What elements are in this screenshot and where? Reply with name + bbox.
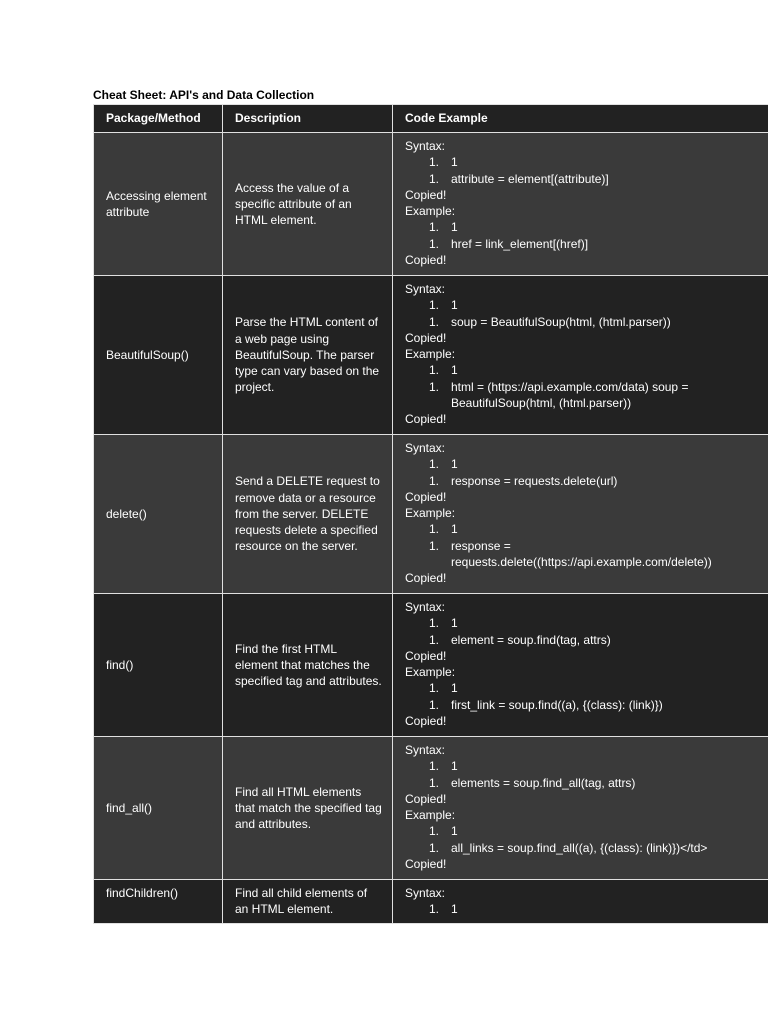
column-header-description: Description [223,105,393,133]
description-cell: Send a DELETE request to remove data or a resource from the server. DELETE requests delete a specified resource on the server. [223,435,393,594]
code-line [405,840,758,856]
table-row [94,594,768,737]
list-marker: 1. [429,775,440,790]
syntax-code: elements = soup.find_all(tag, attrs) [451,775,636,790]
line-number: 1 [451,824,458,839]
line-number: 1 [451,363,458,378]
code-example-cell [393,594,768,737]
copied-label[interactable]: Copied! [405,489,447,504]
list-marker: 1. [429,824,440,839]
example-label: Example: [405,347,456,362]
description-cell: Access the value of a specific attribute of an HTML element. [223,133,393,276]
column-header-code-example: Code Example [393,105,768,133]
line-number-row [405,901,758,917]
list-marker: 1. [429,171,440,186]
line-number-row [405,219,758,235]
syntax-code: element = soup.find(tag, attrs) [451,632,611,647]
line-number-row [405,680,758,696]
example-label: Example: [405,808,456,823]
line-number-row [405,456,758,472]
example-label: Example: [405,506,456,521]
example-code: response = requests.delete((https://api.example.com/delete)) [451,538,712,570]
description-cell: Find the first HTML element that matches the specified tag and attributes. [223,594,393,737]
code-line [405,538,758,571]
list-marker: 1. [429,616,440,631]
syntax-label: Syntax: [405,139,446,153]
code-example-cell [393,880,768,924]
description-cell: Find all HTML elements that match the specified tag and attributes. [223,737,393,880]
line-number: 1 [451,616,458,631]
method-cell: find() [94,594,223,737]
code-line [405,314,758,330]
header-row [94,105,768,133]
example-code: all_links = soup.find_all((a), {(class): (link)})</td> [451,840,708,855]
line-number-row [405,615,758,631]
list-marker: 1. [429,379,440,394]
code-line [405,171,758,187]
method-cell: Accessing element attribute [94,133,223,276]
method-cell: delete() [94,435,223,594]
line-number: 1 [451,522,458,537]
example-code: html = (https://api.example.com/data) soup = BeautifulSoup(html, (html.parser)) [451,379,689,411]
list-marker: 1. [429,522,440,537]
list-marker: 1. [429,759,440,774]
page-title: Cheat Sheet: API's and Data Collection [93,88,315,102]
code-example-cell [393,737,768,880]
copied-label[interactable]: Copied! [405,571,447,586]
code-line [405,379,758,412]
list-marker: 1. [429,697,440,712]
example-label: Example: [405,204,456,219]
syntax-code: attribute = element[(attribute)] [451,171,609,186]
line-number: 1 [451,155,458,170]
list-marker: 1. [429,538,440,553]
syntax-label: Syntax: [405,282,446,296]
line-number: 1 [451,681,458,696]
list-marker: 1. [429,632,440,647]
method-cell: findChildren() [94,880,223,924]
description-cell: Find all child elements of an HTML element. [223,880,393,924]
example-label: Example: [405,665,456,680]
example-code: href = link_element[(href)] [451,236,589,251]
list-marker: 1. [429,840,440,855]
code-line [405,473,758,489]
list-marker: 1. [429,220,440,235]
list-marker: 1. [429,363,440,378]
line-number-row [405,362,758,378]
line-number-row [405,521,758,537]
list-marker: 1. [429,155,440,170]
syntax-code: response = requests.delete(url) [451,473,618,488]
list-marker: 1. [429,457,440,472]
copied-label[interactable]: Copied! [405,412,447,427]
table-row [94,276,768,435]
syntax-code: soup = BeautifulSoup(html, (html.parser)) [451,314,671,329]
code-example-cell [393,133,768,276]
syntax-label: Syntax: [405,441,446,455]
copied-label[interactable]: Copied! [405,330,447,345]
code-example-cell [393,435,768,594]
line-number: 1 [451,902,458,917]
column-header-method: Package/Method [94,105,223,133]
method-cell: BeautifulSoup() [94,276,223,435]
code-line [405,632,758,648]
syntax-label: Syntax: [405,886,446,900]
table-row [94,435,768,594]
line-number: 1 [451,220,458,235]
code-example-cell [393,276,768,435]
description-cell: Parse the HTML content of a web page using BeautifulSoup. The parser type can vary based on the project. [223,276,393,435]
copied-label[interactable]: Copied! [405,253,447,268]
code-line [405,697,758,713]
code-line [405,775,758,791]
table-row [94,737,768,880]
copied-label[interactable]: Copied! [405,714,447,729]
copied-label[interactable]: Copied! [405,648,447,663]
syntax-label: Syntax: [405,743,446,757]
cheat-sheet-table [93,104,768,924]
table-row [94,880,768,924]
line-number: 1 [451,298,458,313]
line-number-row [405,154,758,170]
table-row [94,133,768,276]
list-marker: 1. [429,298,440,313]
syntax-label: Syntax: [405,600,446,614]
list-marker: 1. [429,314,440,329]
line-number: 1 [451,759,458,774]
line-number-row [405,758,758,774]
example-code: first_link = soup.find((a), {(class): (link)}) [451,697,663,712]
code-line [405,236,758,252]
copied-label[interactable]: Copied! [405,187,447,202]
list-marker: 1. [429,902,440,917]
list-marker: 1. [429,473,440,488]
copied-label[interactable]: Copied! [405,791,447,806]
list-marker: 1. [429,236,440,251]
line-number-row [405,823,758,839]
line-number: 1 [451,457,458,472]
list-marker: 1. [429,681,440,696]
line-number-row [405,297,758,313]
method-cell: find_all() [94,737,223,880]
copied-label[interactable]: Copied! [405,857,447,872]
